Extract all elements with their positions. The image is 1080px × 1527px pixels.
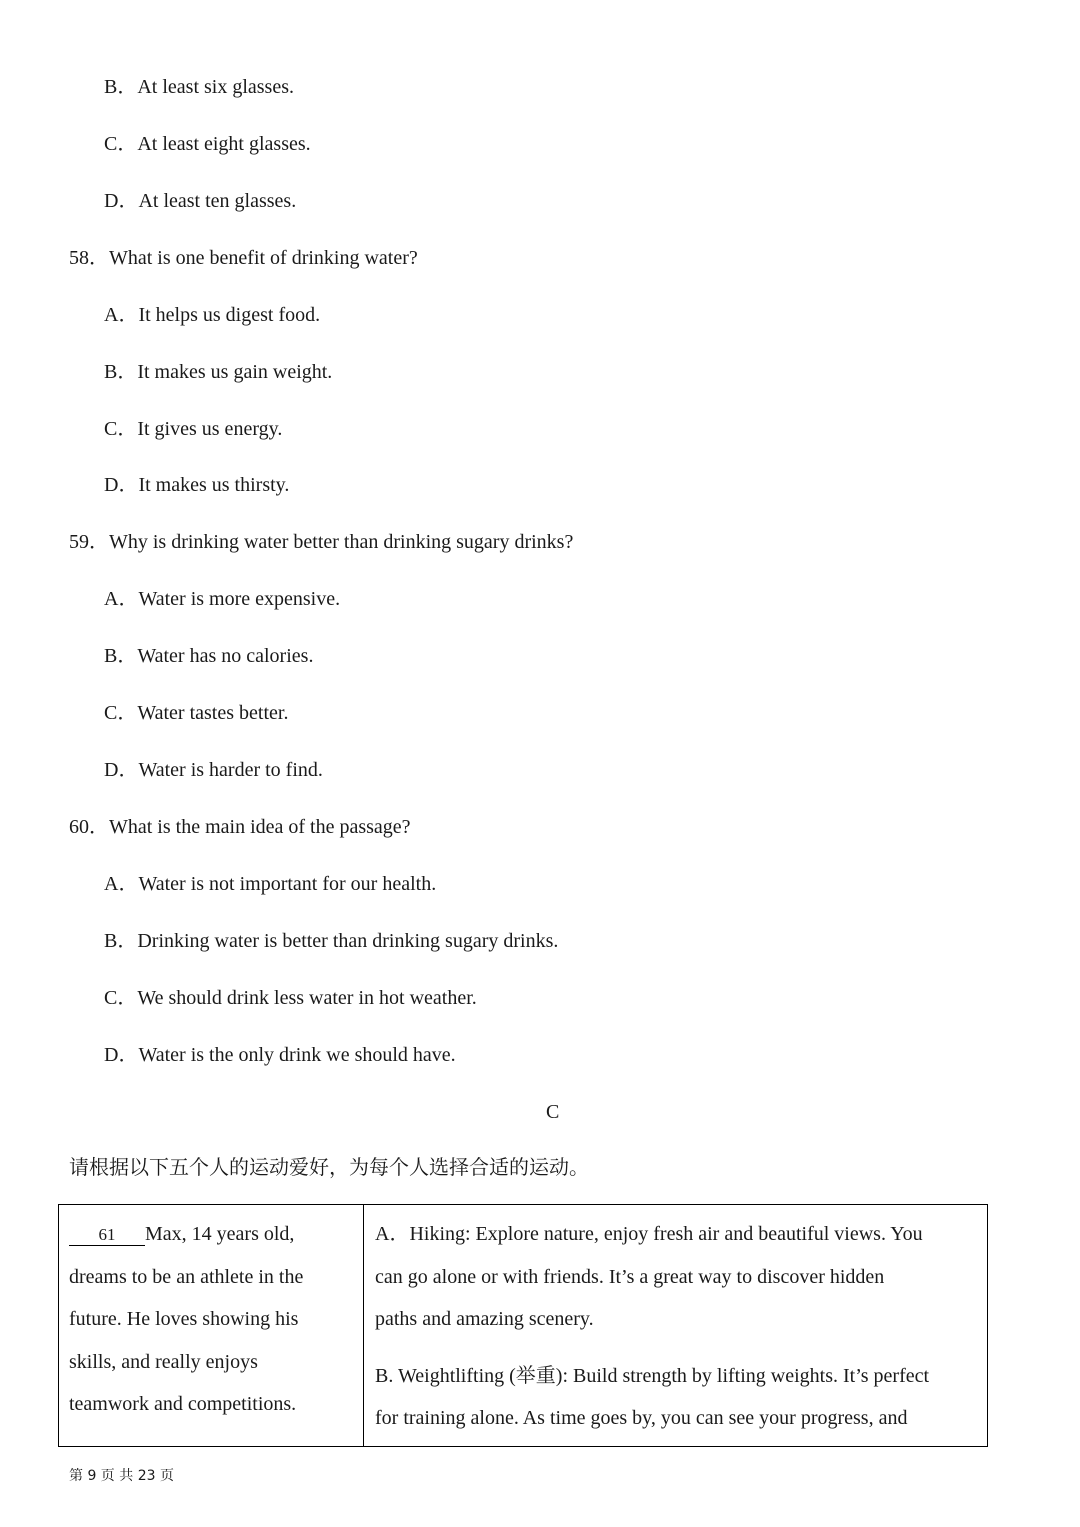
option-letter: B． — [104, 645, 138, 667]
option-text: At least ten glasses. — [138, 190, 297, 212]
person-text: Max, 14 years old, — [145, 1223, 295, 1245]
option-letter: B． — [104, 361, 138, 383]
option-letter: A． — [104, 304, 139, 326]
option-d — [104, 471, 289, 499]
option-letter: C． — [104, 418, 138, 440]
option-d — [104, 756, 323, 784]
option-letter: C． — [104, 133, 138, 155]
option-b — [104, 927, 558, 955]
sport-line: can go alone or with friends. It’s a great way to discover hidden — [375, 1265, 885, 1288]
question-58 — [69, 244, 418, 272]
option-text: Water is the only drink we should have. — [138, 1044, 456, 1066]
option-text: It makes us thirsty. — [138, 474, 290, 496]
option-letter: D． — [104, 190, 139, 212]
option-letter: A． — [104, 588, 139, 610]
table-divider — [363, 1205, 364, 1446]
answer-blank[interactable]: 61 — [69, 1225, 145, 1246]
section-heading: C — [546, 1101, 560, 1123]
option-letter: B． — [104, 76, 138, 98]
option-a — [104, 870, 436, 898]
option-text: It gives us energy. — [137, 418, 283, 440]
sports-cell — [375, 1213, 983, 1440]
sport-entry-b — [375, 1355, 983, 1440]
sport-line: A．Hiking: Explore nature, enjoy fresh air and beautiful views. You — [375, 1223, 923, 1245]
option-c — [104, 415, 282, 443]
option-b — [104, 73, 294, 101]
option-text: Water tastes better. — [137, 702, 289, 724]
option-text: At least six glasses. — [137, 76, 294, 98]
person-line — [69, 1213, 359, 1256]
option-text: It helps us digest food. — [138, 304, 321, 326]
question-text: What is one benefit of drinking water? — [109, 247, 418, 269]
question-60 — [69, 813, 411, 841]
option-d — [104, 1041, 456, 1069]
person-cell — [69, 1213, 359, 1426]
option-text: Water is harder to find. — [138, 759, 323, 781]
option-letter: A． — [104, 873, 139, 895]
question-number: 58． — [69, 247, 109, 269]
person-line: future. He loves showing his — [69, 1308, 299, 1330]
person-line: dreams to be an athlete in the — [69, 1265, 304, 1288]
option-a — [104, 301, 320, 329]
option-d — [104, 187, 296, 215]
option-c — [104, 699, 288, 727]
sport-entry-a — [375, 1213, 983, 1341]
option-text: We should drink less water in hot weather. — [137, 987, 477, 1009]
page-footer: 第 9 页 共 23 页 — [69, 1468, 174, 1484]
option-text: Drinking water is better than drinking sugary drinks. — [137, 930, 559, 952]
question-text: Why is drinking water better than drinking sugary drinks? — [109, 531, 574, 553]
option-text: Water has no calories. — [137, 645, 314, 667]
option-letter: B． — [104, 930, 138, 952]
option-c — [104, 984, 477, 1012]
question-text: What is the main idea of the passage? — [109, 816, 411, 838]
instruction-text: 请根据以下五个人的运动爱好，为每个人选择合适的运动。 — [69, 1157, 589, 1179]
option-letter: D． — [104, 1044, 139, 1066]
option-letter: C． — [104, 987, 138, 1009]
question-number: 60． — [69, 816, 109, 838]
option-letter: C． — [104, 702, 138, 724]
person-line: teamwork and competitions. — [69, 1393, 297, 1415]
option-text: Water is more expensive. — [138, 588, 341, 610]
option-b — [104, 358, 332, 386]
sport-line: for training alone. As time goes by, you can see your progress, and — [375, 1407, 908, 1429]
sport-line: paths and amazing scenery. — [375, 1308, 594, 1330]
question-59 — [69, 528, 573, 556]
person-line: skills, and really enjoys — [69, 1350, 258, 1373]
option-letter: D． — [104, 759, 139, 781]
option-text: It makes us gain weight. — [137, 361, 333, 383]
sport-line: B. Weightlifting (举重): Build strength by lifting weights. It’s perfect — [375, 1364, 930, 1387]
option-c — [104, 130, 311, 158]
option-b — [104, 642, 313, 670]
option-letter: D． — [104, 474, 139, 496]
option-text: Water is not important for our health. — [138, 873, 437, 895]
question-number: 59． — [69, 531, 109, 553]
option-text: At least eight glasses. — [137, 133, 311, 155]
matching-table — [58, 1204, 988, 1447]
option-a — [104, 585, 340, 613]
